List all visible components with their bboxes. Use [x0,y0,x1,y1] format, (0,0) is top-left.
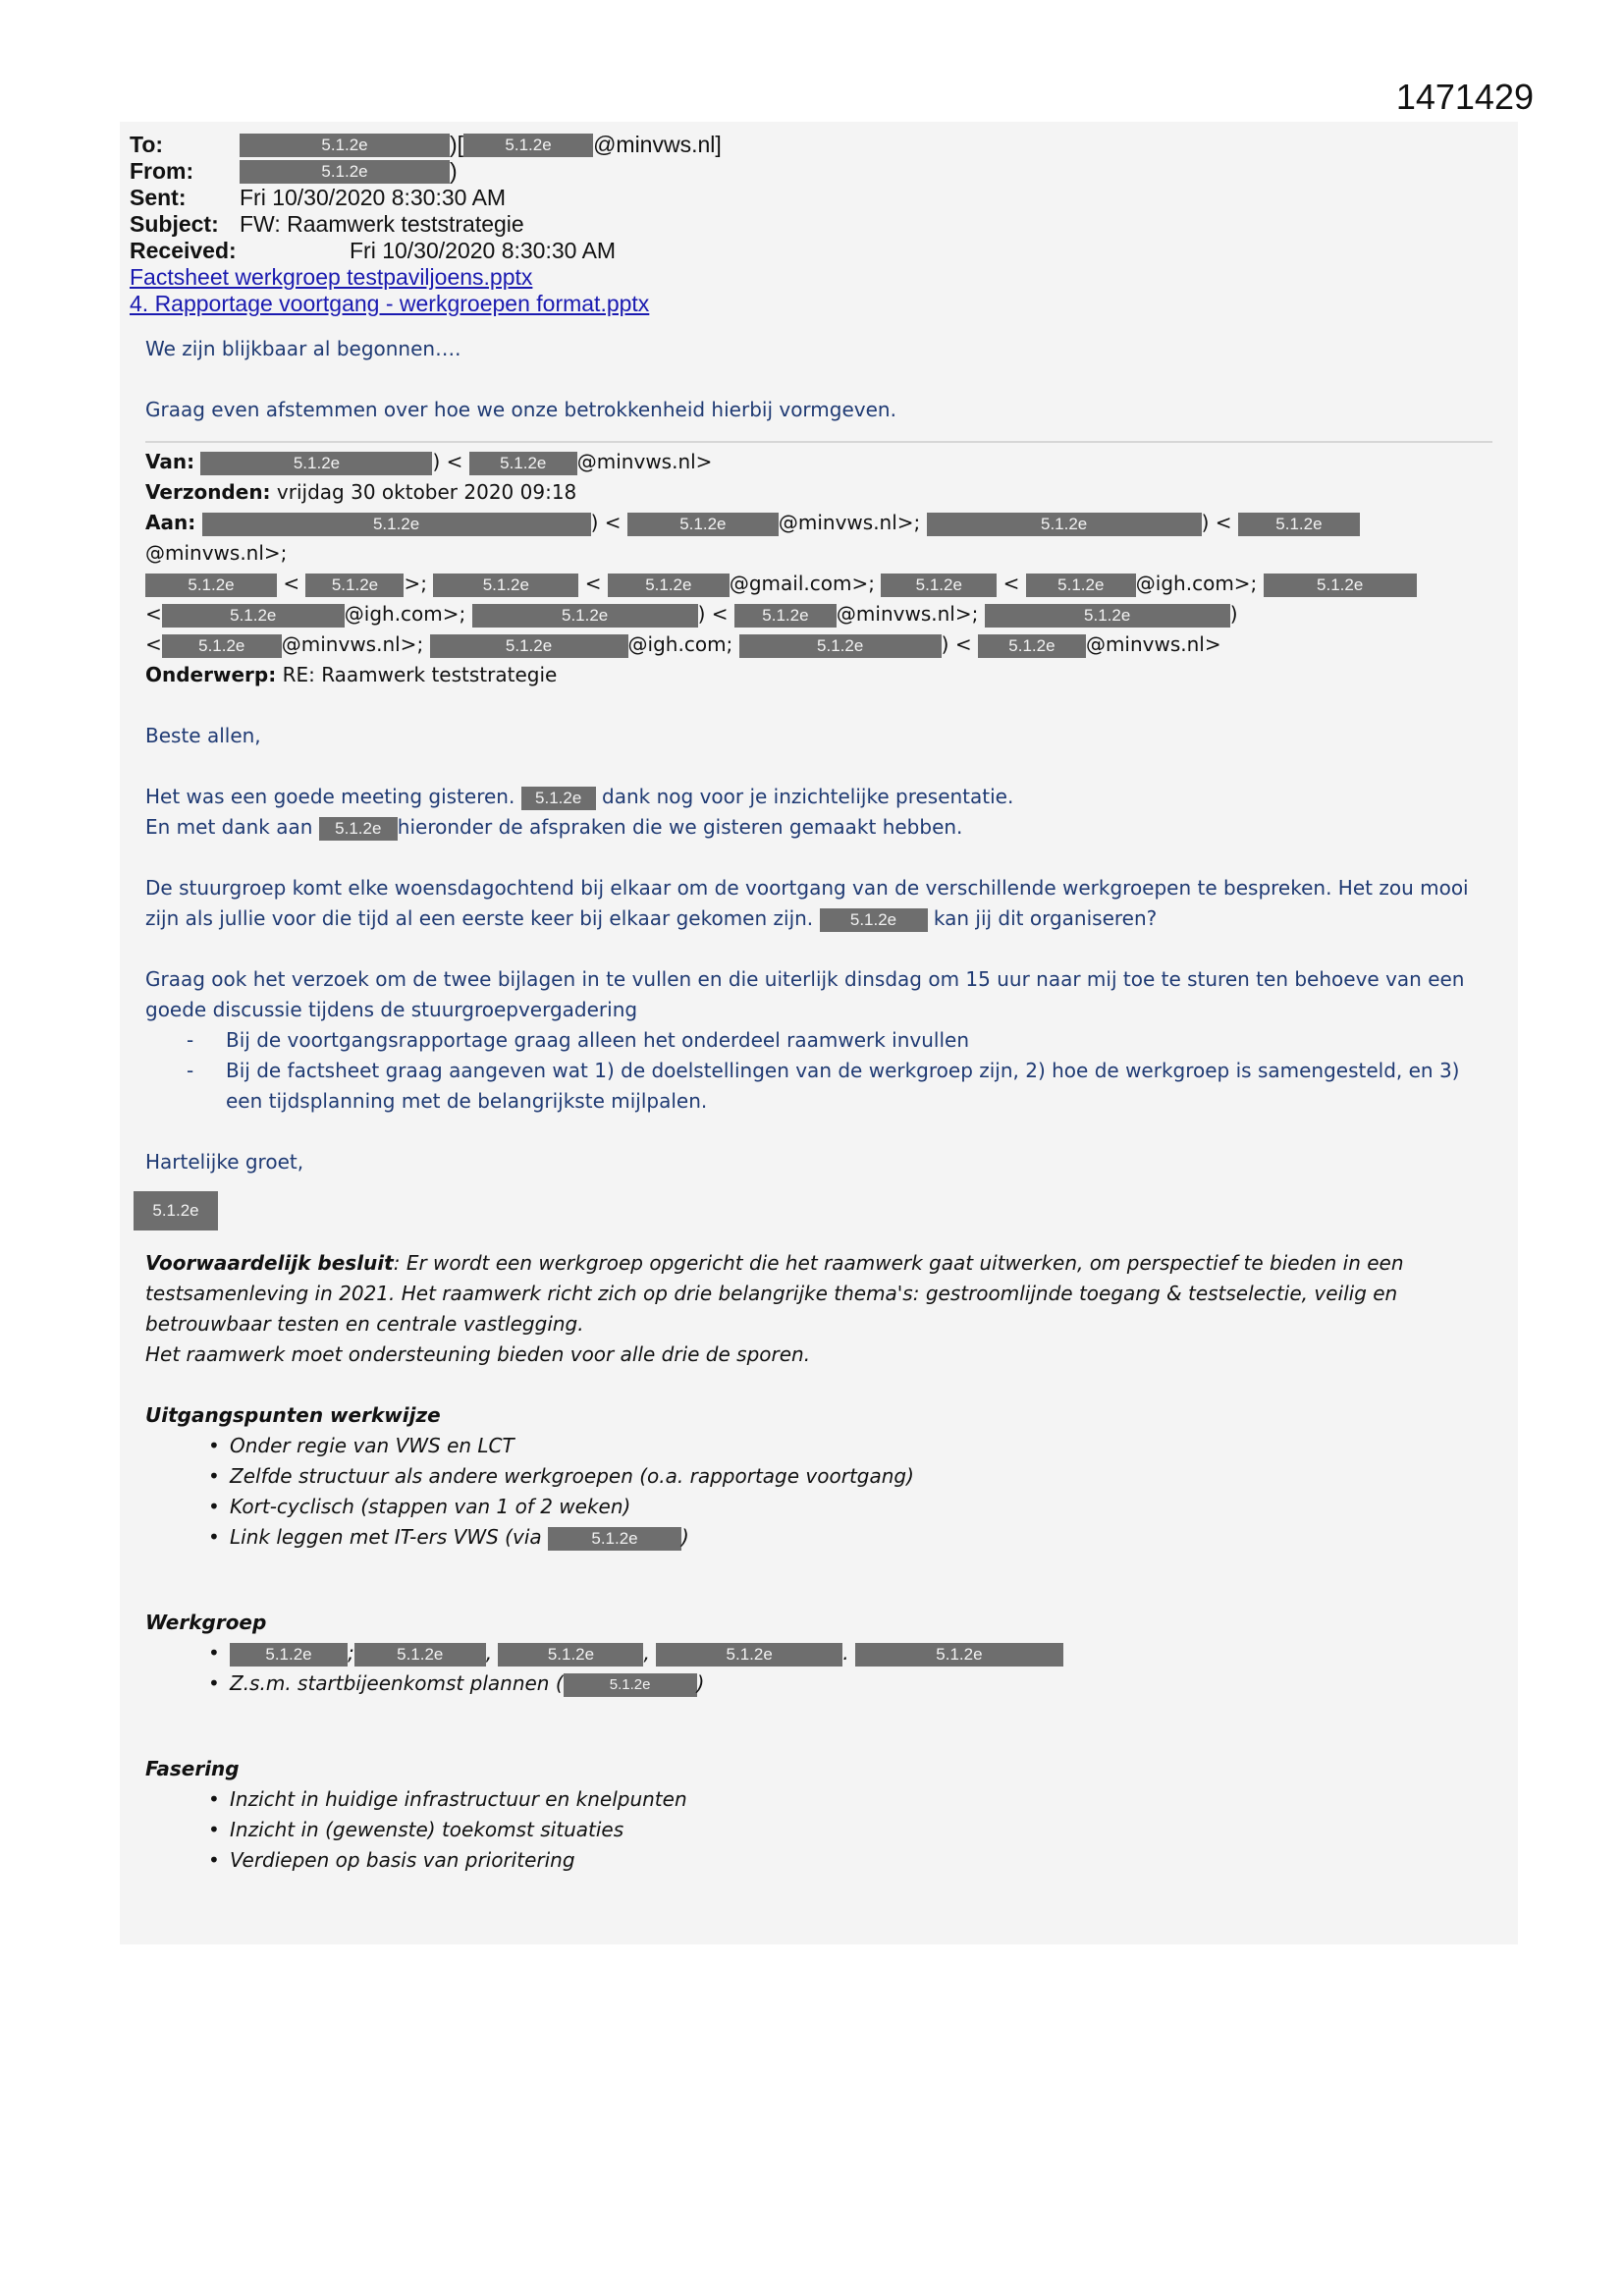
redaction-box: 5.1.2e [162,634,282,658]
aan-row-3 [145,599,1500,629]
redaction-box: 5.1.2e [978,634,1086,658]
separator: < [145,632,162,656]
email-domain: @igh.com; [627,632,733,656]
separator: < [1002,572,1020,595]
redaction-box: 5.1.2e [564,1673,697,1697]
sent-value: Fri 10/30/2020 8:30:30 AM [240,185,507,210]
list-item [145,1522,1500,1553]
paragraph [145,782,1500,812]
document-number: 1471429 [1395,77,1534,117]
text: dank nog voor je inzichtelijke presentatie. [602,785,1014,808]
email-domain: @gmail.com>; [729,572,875,595]
forwarded-header [145,447,1500,690]
redaction-box: 5.1.2e [200,452,432,475]
list-item: - Bij de factsheet graag aangeven wat 1) de doelstellingen van de werkgroep zijn, 2) hoe de werkgroep is samengesteld, en 3) een tijdsplanning met de belangrijkste mijlpalen. [145,1056,1500,1117]
redaction-box: 5.1.2e [134,1191,218,1230]
email-domain: @igh.com>; [344,602,466,626]
separator: >; [404,572,427,595]
text: Fasering [145,1757,240,1780]
intro-line: Graag even afstemmen over hoe we onze betrokkenheid hierbij vormgeven. [145,398,896,421]
verzonden-label: Verzonden: [145,480,271,504]
to-row [130,132,722,158]
text: , [485,1641,493,1665]
separator: ) [1229,602,1238,626]
text: Het was een goede meeting gisteren. [145,785,515,808]
verzonden-value: vrijdag 30 oktober 2020 09:18 [276,480,577,504]
aan-row-4 [145,629,1500,660]
text: ) [696,1671,705,1695]
redaction-box: 5.1.2e [734,604,837,628]
bullet-list [145,1431,1500,1553]
greeting: Beste allen, [145,724,261,747]
received-label: Received: [130,238,237,263]
to-label: To: [130,132,164,157]
text: kan jij dit organiseren? [933,906,1158,930]
text: Z.s.m. startbijeenkomst plannen ( [230,1671,564,1695]
redaction-box: 5.1.2e [1264,574,1417,597]
from-label: From: [130,158,194,184]
redaction-box: 5.1.2e [927,513,1202,536]
van-row [145,447,1500,477]
to-separator: )[ [450,132,464,157]
redaction-box: 5.1.2e [354,1643,486,1667]
separator: ) < [1201,511,1232,534]
from-suffix: ) [450,158,458,184]
redaction-box: 5.1.2e [985,604,1230,628]
redaction-box: 5.1.2e [463,134,593,157]
redaction-box: 5.1.2e [739,634,942,658]
closing: Hartelijke groet, [145,1150,304,1174]
subject-label: Subject: [130,211,219,237]
received-row [130,238,722,264]
redaction-box: 5.1.2e [608,574,730,597]
signature [134,1191,1500,1230]
redaction-box: 5.1.2e [1238,513,1360,536]
list-item: • Inzicht in huidige infrastructuur en knelpunten [145,1784,1500,1815]
email-body [145,334,1500,1876]
from-row [130,158,722,185]
redaction-box: 5.1.2e [145,574,277,597]
text: . [842,1641,849,1665]
redaction-box: 5.1.2e [472,604,698,628]
redaction-box: 5.1.2e [855,1643,1063,1667]
section-title [145,1608,1500,1638]
paragraph [145,812,1500,843]
list-item [145,1638,1500,1668]
email-domain: @minvws.nl>; [778,511,921,534]
email-domain: @minvws.nl> [576,450,713,473]
list-item: • Inzicht in (gewenste) toekomst situaties [145,1815,1500,1845]
sent-row [130,185,722,211]
aan-label: Aan: [145,511,196,534]
text: Uitgangspunten werkwijze [145,1403,441,1427]
text: De stuurgroep komt elke woensdagochtend bij elkaar om de voortgang van de verschillende werkgroepen te bespreken. Het zou mooi zijn als jullie voor die tijd al een eerste keer bij elkaar gekomen zijn. [145,876,1469,930]
redaction-box: 5.1.2e [433,574,578,597]
redaction-box: 5.1.2e [230,1643,348,1667]
aan-row-2 [145,569,1500,599]
aan-row [145,508,1500,569]
redaction-box: 5.1.2e [820,908,928,932]
email-domain: @minvws.nl> [1085,632,1221,656]
divider [145,441,1492,443]
redaction-box: 5.1.2e [319,817,398,841]
redaction-box: 5.1.2e [881,574,997,597]
redaction-box: 5.1.2e [521,787,596,810]
subject-value: FW: Raamwerk teststrategie [240,211,524,237]
received-value: Fri 10/30/2020 8:30:30 AM [350,238,617,263]
text: En met dank aan [145,815,313,839]
email-domain: @igh.com>; [1135,572,1258,595]
to-domain: @minvws.nl] [593,132,722,157]
text: ) [681,1525,689,1549]
sent-label: Sent: [130,185,187,210]
attachment-link[interactable]: Factsheet werkgroep testpaviljoens.pptx [130,264,533,290]
onderwerp-row [145,660,1500,690]
email-header [130,132,722,317]
text: Link leggen met IT-ers VWS (via [230,1525,542,1549]
dash-list [145,1025,1500,1117]
redaction-box: 5.1.2e [162,604,345,628]
attachment-link[interactable]: 4. Rapportage voortgang - werkgroepen format.pptx [130,291,650,316]
redaction-box: 5.1.2e [656,1643,842,1667]
list-item [145,1668,1500,1699]
list-item: - Bij de voortgangsrapportage graag alleen het onderdeel raamwerk invullen [145,1025,1500,1056]
section-title [145,1754,1500,1784]
separator: ) < [941,632,972,656]
bullet-list [145,1638,1500,1699]
list-item: • Onder regie van VWS en LCT [145,1431,1500,1461]
separator: ) < [432,450,463,473]
redaction-box: 5.1.2e [548,1527,681,1551]
email-domain: @minvws.nl>; [836,602,979,626]
bullet-list [145,1784,1500,1876]
paragraph [145,873,1500,934]
redaction-box: 5.1.2e [240,134,450,157]
verzonden-row [145,477,1500,508]
email-domain: @minvws.nl>; [145,541,288,565]
redaction-box: 5.1.2e [305,574,404,597]
text: : Er wordt een werkgroep opgericht die het raamwerk gaat uitwerken, om perspectief te bieden in een testsamenleving in 2021. Het raamwerk richt zich op drie belangrijke thema's: gestroomlijnde toegang & testselectie, veilig en betrouwbaar testen en centrale vastlegging. [145,1251,1404,1336]
van-label: Van: [145,450,195,473]
list-item: • Zelfde structuur als andere werkgroepen (o.a. rapportage voortgang) [145,1461,1500,1492]
redaction-box: 5.1.2e [240,160,450,184]
list-item: • Verdiepen op basis van prioritering [145,1845,1500,1876]
onderwerp-value: RE: Raamwerk teststrategie [282,663,558,686]
text: Werkgroep [145,1611,267,1634]
redaction-box: 5.1.2e [498,1643,643,1667]
separator: < [145,602,162,626]
redaction-box: 5.1.2e [469,452,577,475]
redaction-box: 5.1.2e [627,513,779,536]
separator: < [283,572,300,595]
text: , [643,1641,650,1665]
separator: < [584,572,602,595]
redaction-box: 5.1.2e [430,634,628,658]
subject-row [130,211,722,238]
besluit-paragraph [145,1248,1500,1339]
text: hieronder de afspraken die we gisteren gemaakt hebben. [397,815,963,839]
separator: ) < [590,511,622,534]
redaction-box: 5.1.2e [202,513,591,536]
section-title [145,1400,1500,1431]
intro-line: We zijn blijkbaar al begonnen…. [145,337,461,360]
redaction-box: 5.1.2e [1026,574,1136,597]
list-item: • Kort-cyclisch (stappen van 1 of 2 weken) [145,1492,1500,1522]
besluit-paragraph-2: Het raamwerk moet ondersteuning bieden voor alle drie de sporen. [145,1342,811,1366]
text: ; [348,1641,354,1665]
onderwerp-label: Onderwerp: [145,663,277,686]
paragraph: Graag ook het verzoek om de twee bijlagen in te vullen en die uiterlijk dinsdag om 15 uur naar mij toe te sturen ten behoeve van een goede discussie tijdens de stuurgroepvergadering [145,967,1465,1021]
email-domain: @minvws.nl>; [281,632,424,656]
separator: ) < [697,602,729,626]
besluit-label: Voorwaardelijk besluit [145,1251,394,1275]
